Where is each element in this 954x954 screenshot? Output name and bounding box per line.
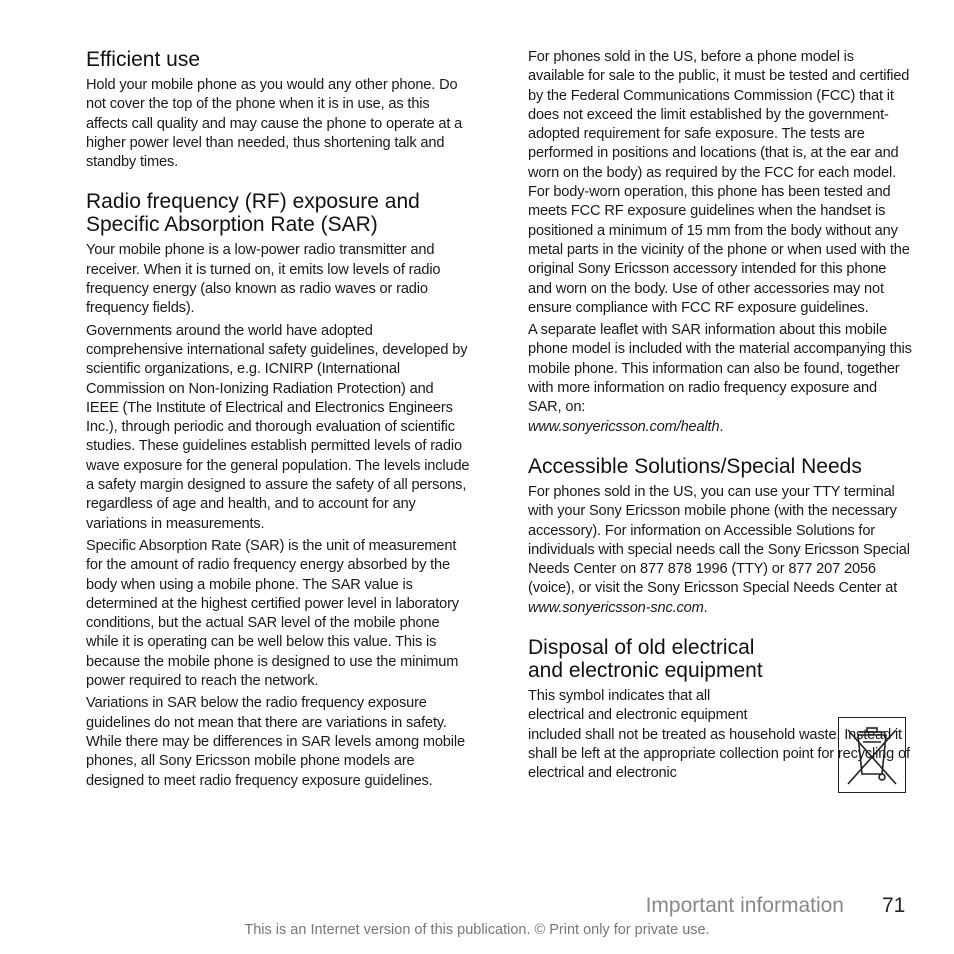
- health-link[interactable]: www.sonyericsson.com/health: [528, 418, 720, 435]
- efficient-use-heading: Efficient use: [86, 48, 201, 71]
- fcc-paragraph-2-text: A separate leaflet with SAR information about this mobile phone model is included with the material accompanying this mobile phone. This information can also be found, together with more information on radio frequency exposure and SAR, on:: [528, 322, 912, 416]
- snc-link[interactable]: www.sonyericsson-snc.com: [528, 599, 704, 616]
- rf-paragraph-3: Specific Absorption Rate (SAR) is the unit of measurement for the amount of radio frequency energy absorbed by the body when using a mobile phone. The SAR value is determined at the highest certified power level in laboratory conditions, but the actual SAR level of the mobile phone while it is operating can be well below this value. This is because the mobile phone is designed to use the minimum power required to reach the network.: [86, 537, 459, 690]
- left-column: [86, 48, 470, 794]
- disposal-heading-line-2: and electronic equipment: [528, 659, 763, 683]
- efficient-use-paragraph: Hold your mobile phone as you would any other phone. Do not cover the top of the phone when it is in use, as this affects call quality and may cause the phone to operate at a higher power level than needed, thus shortening talk and standby times.: [86, 77, 463, 171]
- internet-version-notice: This is an Internet version of this publication. © Print only for private use.: [244, 922, 710, 938]
- disposal-heading: [528, 636, 808, 682]
- disposal-heading-line-1: Disposal of old electrical: [528, 636, 755, 660]
- disposal-rest: included shall not be treated as household waste. Instead it shall be left at the appropriate collection point for recycling of electrical and electronic: [528, 726, 910, 782]
- accessible-paragraph-end: .: [703, 599, 708, 616]
- rf-paragraph-2: Governments around the world have adopted comprehensive international safety guidelines, developed by scientific organizations, e.g. ICNIRP (International Commission on Non-Ionizing Radiation Protection) and IEEE (The Institute of Electrical and Electronics Engineers Inc.), through periodic and thorough evaluation of scientific studies. These guidelines establish permitted levels of radio wave exposure for the general population. The levels include a safety margin designed to assure the safety of all persons, regardless of age and health, and to account for any variations in measurements.: [86, 322, 470, 532]
- rf-paragraph-4: Variations in SAR below the radio frequency exposure guidelines do not mean that there are variations in safety. While there may be differences in SAR levels among mobile phones, all Sony Ericsson mobile phone models are designed to meet radio frequency exposure guidelines.: [86, 695, 465, 789]
- accessible-solutions-heading: Accessible Solutions/Special Needs: [528, 454, 862, 478]
- disposal-line-2: electrical and electronic equipment: [528, 707, 748, 724]
- accessible-paragraph-text: For phones sold in the US, you can use your TTY terminal with your Sony Ericsson mobile phone (with the necessary accessory). For information on Accessible Solutions for individuals with special needs call the Sony Ericsson Special Needs Center on 877 878 1996 (TTY) or 877 207 2056 (voice), or visit the Sony Ericsson Special Needs Center at: [528, 483, 910, 597]
- crossed-out-wheelie-bin-icon: [838, 717, 906, 793]
- disposal-line-1: This symbol indicates that all: [528, 688, 711, 705]
- fcc-paragraph-2-end: .: [719, 418, 724, 435]
- accessible-paragraph: [528, 483, 912, 618]
- right-column: [528, 48, 912, 787]
- fcc-paragraph-2: [528, 321, 912, 437]
- page-number: 71: [882, 894, 906, 917]
- fcc-paragraph-1: For phones sold in the US, before a phone model is available for sale to the public, it must be tested and certified by the Federal Communications Commission (FCC) that it does not exceed the limit established by the government-adopted requirement for safe exposure. The tests are performed in positions and locations (that is, at the ear and worn on the body) as required by the FCC for each model. For body-worn operation, this phone has been tested and meets FCC RF exposure guidelines when the handset is positioned a minimum of 15 mm from the body without any metal parts in the vicinity of the phone or when used with the original Sony Ericsson accessory intended for this phone and worn on the body. Use of other accessories may not ensure compliance with FCC RF exposure guidelines.: [528, 49, 910, 316]
- rf-paragraph-1: Your mobile phone is a low-power radio transmitter and receiver. When it is turned on, it emits low levels of radio frequency energy (also known as radio waves or radio frequency fields).: [86, 242, 441, 317]
- rf-exposure-heading: Radio frequency (RF) exposure and Specific Absorption Rate (SAR): [86, 190, 420, 237]
- footer-section-title: Important information: [645, 894, 844, 917]
